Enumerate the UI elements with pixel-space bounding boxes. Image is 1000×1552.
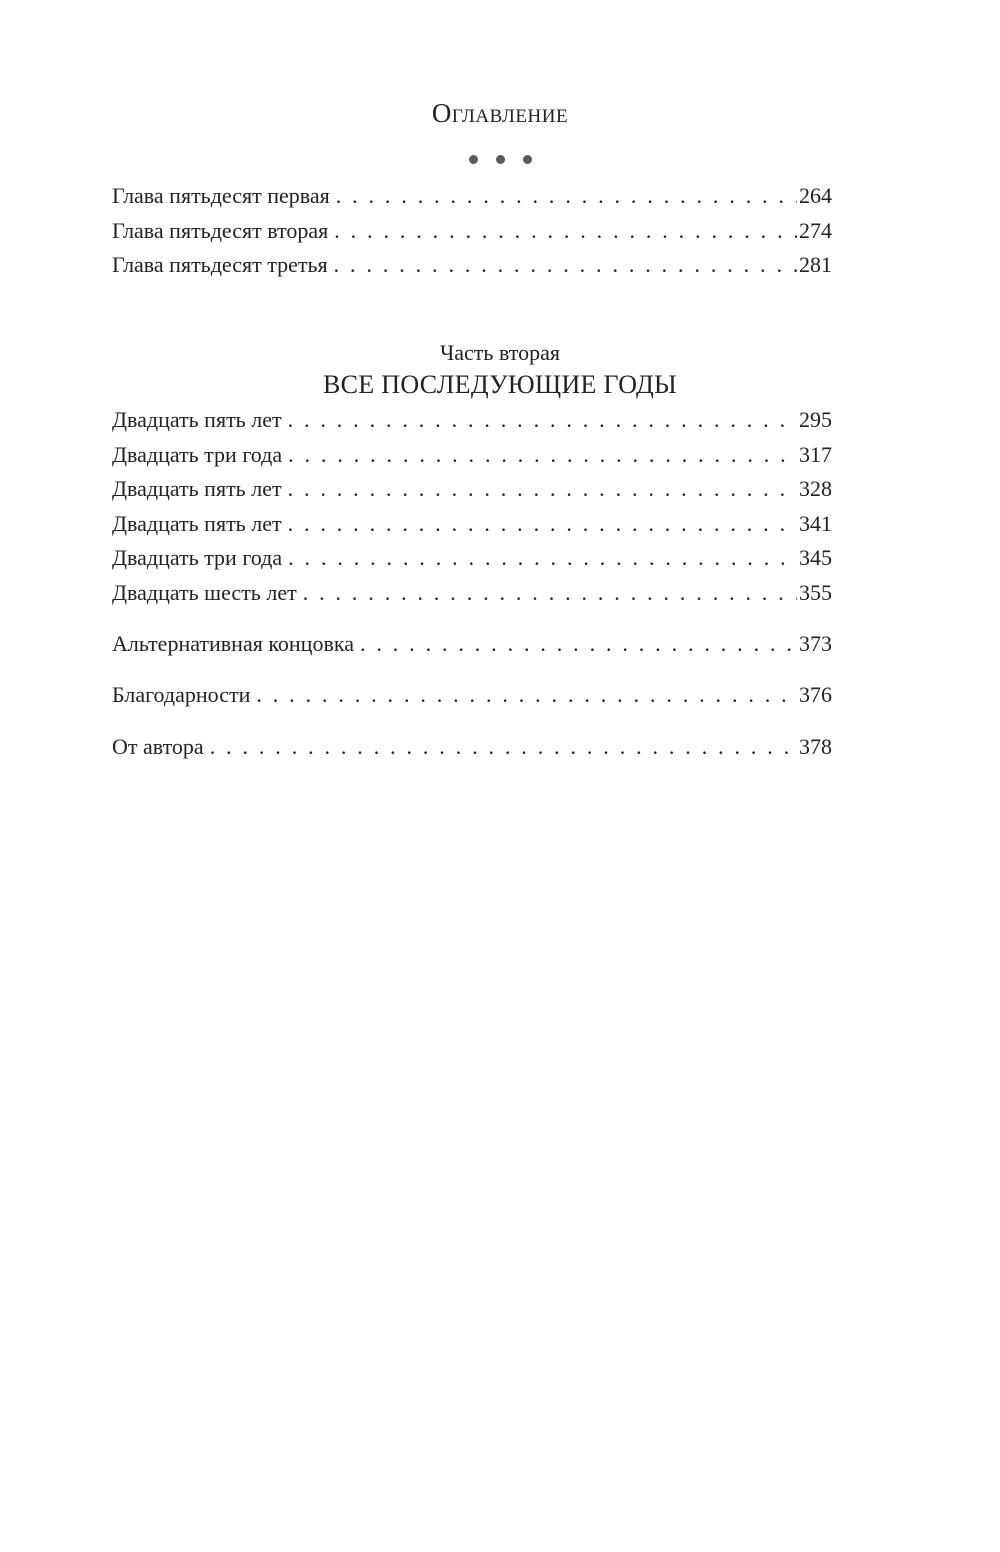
toc-entry-label: Глава пятьдесят вторая (112, 217, 329, 243)
toc-group-part-two (112, 407, 832, 614)
toc-entry[interactable] (112, 252, 832, 287)
dot-leader (288, 476, 797, 502)
dot-leader (334, 218, 797, 244)
toc-entry-label: Двадцать пять лет (112, 407, 282, 432)
ornament-dots (0, 148, 1000, 169)
dot-leader (288, 442, 797, 468)
toc-entry-label: Глава пятьдесят первая (112, 183, 330, 208)
dot-leader (256, 682, 797, 708)
toc-entry[interactable] (112, 545, 832, 580)
dot-leader (303, 580, 797, 606)
dot-leader (288, 407, 797, 433)
toc-entry-page: 373 (799, 631, 832, 656)
toc-entry-label: Двадцать пять лет (112, 476, 282, 501)
toc-entry[interactable] (112, 511, 832, 546)
toc-entry-wrapper (112, 631, 832, 666)
toc-entry-page: 328 (799, 476, 832, 501)
toc-entry-wrapper (112, 682, 832, 717)
dot-leader (336, 183, 797, 209)
toc-group-part-one (112, 183, 832, 287)
toc-entry[interactable] (112, 476, 832, 511)
page-title: Оглавление (431, 98, 569, 128)
toc-entry[interactable] (112, 183, 832, 218)
dot-leader (334, 252, 797, 278)
dot-leader (288, 511, 797, 537)
toc-entry-label: Двадцать шесть лет (112, 579, 297, 605)
ornament-dot (523, 155, 532, 164)
toc-entry-page: 274 (799, 217, 832, 243)
dot-leader (360, 631, 797, 657)
toc-entry-label: Благодарности (112, 682, 251, 707)
toc-entry-page: 376 (799, 682, 832, 707)
toc-entry-page: 355 (799, 579, 832, 605)
toc-entry-page: 264 (799, 183, 832, 208)
toc-entry-label: Альтернативная концовка (112, 631, 354, 656)
toc-entry[interactable] (112, 442, 832, 477)
toc-entry[interactable] (112, 734, 832, 769)
ornament-dot (469, 155, 478, 164)
toc-entry-label: Двадцать пять лет (112, 510, 282, 536)
toc-entry[interactable] (112, 682, 832, 717)
toc-entry[interactable] (112, 631, 832, 666)
toc-entry-wrapper (112, 734, 832, 769)
toc-entry-page: 281 (799, 252, 832, 277)
part-label: Часть вторая (439, 340, 561, 365)
dot-leader (288, 545, 797, 571)
toc-entry-page: 345 (799, 545, 832, 570)
dot-leader (210, 734, 797, 760)
toc-entry-label: От автора (112, 734, 204, 759)
toc-entry-label: Двадцать три года (112, 545, 283, 570)
toc-entry-page: 341 (799, 510, 832, 536)
toc-entry-page: 317 (799, 441, 832, 467)
toc-entry[interactable] (112, 218, 832, 253)
toc-entry[interactable] (112, 580, 832, 615)
toc-entry-page: 378 (799, 734, 832, 759)
ornament-dot (496, 155, 505, 164)
toc-entry-label: Двадцать три года (112, 441, 283, 467)
part-title: ВСЕ ПОСЛЕДУЮЩИЕ ГОДЫ (323, 370, 677, 399)
toc-entry[interactable] (112, 407, 832, 442)
toc-entry-page: 295 (799, 407, 832, 432)
toc-entry-label: Глава пятьдесят третья (112, 252, 328, 277)
